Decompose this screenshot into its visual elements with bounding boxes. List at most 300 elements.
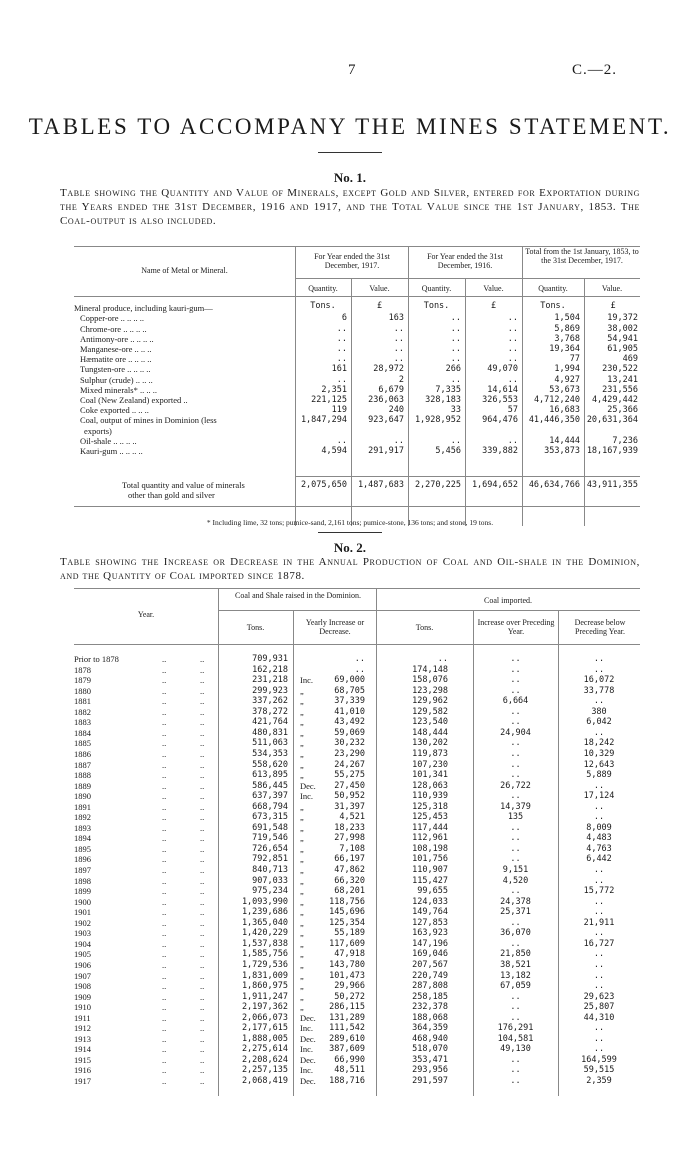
table-cell: 231,556 <box>602 384 638 395</box>
leader-dots: .. <box>162 949 167 960</box>
year-label: 1891 <box>74 801 91 812</box>
table-cell: .. <box>507 435 518 446</box>
coal-tons: 2,068,419 <box>241 1076 288 1086</box>
yearly-change: 125,354 <box>329 917 365 928</box>
imported-tons: 117,444 <box>412 822 448 833</box>
import-increase: 67,059 <box>500 981 531 992</box>
table-cell: 7,236 <box>612 435 638 446</box>
total-cell: 2,270,225 <box>414 480 461 490</box>
coal-tons: 511,063 <box>252 738 288 749</box>
table-cell: 163 <box>388 313 404 324</box>
leader-dots: .. <box>162 1054 167 1065</box>
leader-dots: .. <box>200 812 205 823</box>
leader-dots: .. <box>162 1023 167 1034</box>
mineral-name: exports) <box>84 425 112 436</box>
coal-tons: 586,445 <box>252 780 288 791</box>
leader-dots: .. <box>200 917 205 928</box>
yearly-change: 101,473 <box>329 970 365 981</box>
yearly-change: 118,756 <box>329 896 365 907</box>
yearly-change: 68,201 <box>334 886 365 897</box>
leader-dots: .. <box>162 748 167 759</box>
table-2-number: No. 2. <box>333 540 367 555</box>
year-label: 1911 <box>74 1012 91 1023</box>
coal-tons: 337,262 <box>252 696 288 707</box>
table-cell: 353,873 <box>544 446 580 456</box>
yearly-change: 66,990 <box>334 1054 365 1065</box>
year-label: 1883 <box>74 717 91 728</box>
yearly-change: 7,108 <box>339 843 365 854</box>
year-label: 1896 <box>74 854 91 865</box>
leader-dots: .. <box>200 748 205 759</box>
leader-dots: .. <box>200 833 205 844</box>
coal-tons: 1,729,536 <box>241 959 288 970</box>
table-cell: 6 <box>341 313 347 324</box>
import-increase: 21,850 <box>500 949 531 960</box>
change-type: Dec. <box>300 1054 316 1065</box>
imported-tons: 123,298 <box>412 685 448 696</box>
import-decrease: .. <box>593 865 605 875</box>
import-increase: .. <box>510 654 521 664</box>
change-type: „ <box>300 854 304 865</box>
import-increase: .. <box>510 675 521 686</box>
leader-dots: .. <box>162 981 167 992</box>
year-label: 1892 <box>74 812 91 823</box>
paper-reference: C.—2. <box>572 62 618 78</box>
import-decrease: .. <box>593 949 605 960</box>
table-cell: 161 <box>331 364 347 375</box>
mineral-name: Copper-ore .. .. .. .. <box>80 313 145 324</box>
import-increase: .. <box>510 685 521 696</box>
yearly-change: 50,272 <box>334 991 365 1002</box>
table-cell: 4,712,240 <box>533 395 580 405</box>
table-cell: .. <box>507 313 518 324</box>
import-increase: .. <box>510 770 521 781</box>
imported-tons: 364,359 <box>412 1023 448 1034</box>
year-label: 1901 <box>74 907 91 918</box>
change-type: „ <box>300 970 304 981</box>
table-cell: .. <box>336 344 347 354</box>
yearly-change: 30,232 <box>334 738 365 749</box>
mineral-name: Mineral produce, including kauri-gum— <box>74 303 213 314</box>
yearly-change: 111,542 <box>329 1023 365 1034</box>
imported-tons: 101,756 <box>412 854 448 865</box>
leader-dots: .. <box>162 991 167 1002</box>
yearly-change: 18,233 <box>334 822 365 833</box>
table-cell: .. <box>450 333 461 344</box>
year-label: 1887 <box>74 759 91 770</box>
table-cell: .. <box>450 313 461 324</box>
table-cell: 5,869 <box>554 323 580 334</box>
change-type: Dec. <box>300 1012 316 1023</box>
import-decrease: 8,009 <box>586 822 612 833</box>
year-label: 1899 <box>74 886 91 897</box>
imported-tons: 158,076 <box>412 675 448 686</box>
table-cell: .. <box>507 354 518 365</box>
import-decrease: 59,515 <box>583 1065 615 1076</box>
total-label: other than gold and silver <box>128 490 215 500</box>
import-decrease: 12,643 <box>583 759 615 770</box>
leader-dots: .. <box>162 1044 167 1055</box>
leader-dots: .. <box>200 991 205 1002</box>
table-cell: 1,928,952 <box>414 415 461 426</box>
import-increase: .. <box>510 1065 521 1076</box>
table-cell: 41,446,350 <box>528 415 580 426</box>
imported-tons: 124,033 <box>412 896 448 907</box>
header-decrease: Decrease below Preceding Year. <box>574 618 626 636</box>
change-type: „ <box>300 801 304 812</box>
leader-dots: .. <box>162 822 167 833</box>
coal-tons: 421,764 <box>252 717 288 728</box>
leader-dots: .. <box>200 865 205 875</box>
leader-dots: .. <box>200 791 205 802</box>
leader-dots: .. <box>162 1002 167 1013</box>
coal-tons: 2,275,614 <box>241 1044 288 1055</box>
table-cell: .. <box>450 354 461 365</box>
mineral-name: Antimony-ore .. .. .. .. <box>80 333 154 344</box>
total-cell: 1,694,652 <box>471 480 518 490</box>
import-increase: .. <box>510 843 521 854</box>
table-cell: 14,614 <box>487 384 518 395</box>
imported-tons: 127,853 <box>412 917 448 928</box>
table-cell: .. <box>450 374 461 385</box>
coal-tons: 840,713 <box>252 865 288 875</box>
table-cell: .. <box>507 344 518 354</box>
table-cell: 1,504 <box>554 313 580 324</box>
year-label: 1885 <box>74 738 91 749</box>
change-type: „ <box>300 717 304 728</box>
import-increase: 36,070 <box>500 928 531 939</box>
import-decrease: .. <box>593 907 605 918</box>
change-type: „ <box>300 685 304 696</box>
header-1917: For Year ended the 31st December, 1917. <box>314 252 390 270</box>
leader-dots: .. <box>200 959 205 970</box>
change-type: „ <box>300 896 304 907</box>
import-increase: 13,182 <box>500 970 531 981</box>
year-label: 1886 <box>74 748 91 759</box>
year-label: 1894 <box>74 833 91 844</box>
year-label: 1906 <box>74 959 91 970</box>
import-increase: 9,151 <box>502 865 529 875</box>
table-cell: 16,683 <box>549 405 580 416</box>
imported-tons: .. <box>437 654 448 664</box>
header-quantity: Quantity. <box>308 284 338 293</box>
year-label: 1898 <box>74 875 91 886</box>
table-2 <box>74 588 640 1096</box>
mineral-name: Sulphur (crude) .. .. .. <box>80 374 153 385</box>
coal-tons: 709,931 <box>252 654 288 664</box>
import-increase: .. <box>510 717 521 728</box>
table-cell: .. <box>507 333 518 344</box>
table-cell: .. <box>393 354 404 365</box>
import-decrease: 380 <box>591 706 607 717</box>
change-type: „ <box>300 917 304 928</box>
import-decrease: .. <box>593 1023 605 1034</box>
yearly-change: 55,275 <box>334 770 365 781</box>
coal-tons: 2,208,624 <box>241 1054 288 1065</box>
year-label: 1904 <box>74 938 91 949</box>
import-decrease: 4,483 <box>586 833 612 844</box>
yearly-change: 27,450 <box>334 780 365 791</box>
coal-tons: 637,397 <box>252 791 288 802</box>
table-cell: .. <box>507 323 518 334</box>
year-label: 1915 <box>74 1054 91 1065</box>
year-label: 1897 <box>74 865 91 875</box>
header-value: Value. <box>601 284 623 293</box>
leader-dots: .. <box>200 727 205 738</box>
imported-tons: 287,808 <box>412 981 448 992</box>
leader-dots: .. <box>200 949 205 960</box>
table-cell: 28,972 <box>373 364 404 375</box>
yearly-change: 55,189 <box>334 928 365 939</box>
table-cell: .. <box>450 323 461 334</box>
import-increase: .. <box>510 1076 521 1086</box>
leader-dots: .. <box>162 1012 167 1023</box>
change-type: „ <box>300 938 304 949</box>
import-decrease: .. <box>593 664 605 675</box>
leader-dots: .. <box>162 1033 167 1044</box>
leader-dots: .. <box>162 843 167 854</box>
coal-tons: 1,831,009 <box>241 970 288 981</box>
yearly-change: 117,609 <box>329 938 365 949</box>
leader-dots: .. <box>162 1065 167 1076</box>
yearly-change: 68,705 <box>334 685 365 696</box>
leader-dots: .. <box>200 1076 205 1086</box>
year-label: 1900 <box>74 896 91 907</box>
leader-dots: .. <box>162 675 167 686</box>
leader-dots: .. <box>200 907 205 918</box>
table-cell: 19,372 <box>607 313 638 324</box>
yearly-change: 145,696 <box>329 907 365 918</box>
import-decrease: 4,763 <box>586 843 612 854</box>
table-cell: 13,241 <box>607 374 638 385</box>
import-decrease: 16,072 <box>583 675 615 686</box>
year-label: 1902 <box>74 917 91 928</box>
import-decrease: .. <box>593 896 605 907</box>
import-decrease: 10,329 <box>583 748 615 759</box>
year-label: 1888 <box>74 770 91 781</box>
change-type: Inc. <box>300 1065 313 1076</box>
table-cell: 230,522 <box>602 364 638 375</box>
import-increase: 25,371 <box>500 907 531 918</box>
header-tons-imported: Tons. <box>415 623 434 632</box>
import-decrease: 44,310 <box>583 1012 615 1023</box>
table-cell: .. <box>393 333 404 344</box>
import-increase: .. <box>510 886 521 897</box>
leader-dots: .. <box>162 896 167 907</box>
coal-tons: 1,365,040 <box>241 917 288 928</box>
imported-tons: 163,923 <box>412 928 448 939</box>
table-cell: 266 <box>445 364 461 375</box>
change-type: „ <box>300 759 304 770</box>
table-cell: .. <box>393 323 404 334</box>
mineral-name: Coke exported .. .. .. <box>80 405 149 416</box>
header-increase: Increase over Preceding Year. <box>477 618 555 636</box>
year-label: 1884 <box>74 727 91 738</box>
table-cell: 2 <box>398 374 404 385</box>
table-cell: 326,553 <box>482 395 518 405</box>
leader-dots: .. <box>162 938 167 949</box>
import-decrease: .. <box>593 1033 605 1044</box>
change-type: „ <box>300 822 304 833</box>
unit-label: £ <box>610 301 616 311</box>
total-cell: 46,634,766 <box>528 480 580 490</box>
yearly-change: 47,862 <box>334 865 365 875</box>
imported-tons: 188,068 <box>412 1012 448 1023</box>
header-coal-raised: Coal and Shale raised in the Dominion. <box>235 591 361 600</box>
coal-tons: 231,218 <box>252 675 288 686</box>
mineral-name: Coal, output of mines in Dominion (less <box>80 415 217 426</box>
total-label: Total quantity and value of minerals <box>122 480 245 490</box>
imported-tons: 232,378 <box>412 1002 448 1013</box>
change-type: Dec. <box>300 780 316 791</box>
leader-dots: .. <box>162 791 167 802</box>
change-type: „ <box>300 748 304 759</box>
change-type: „ <box>300 696 304 707</box>
leader-dots: .. <box>200 843 205 854</box>
import-increase: .. <box>510 791 521 802</box>
imported-tons: 149,764 <box>412 907 448 918</box>
leader-dots: .. <box>162 685 167 696</box>
change-type: „ <box>300 1002 304 1013</box>
table-cell: 1,847,294 <box>300 415 347 426</box>
mineral-name: Coal (New Zealand) exported .. <box>80 395 188 405</box>
leader-dots: .. <box>162 854 167 865</box>
table-cell: 25,366 <box>607 405 638 416</box>
mineral-name: Kauri-gum .. .. .. .. <box>80 446 143 456</box>
import-decrease: .. <box>593 959 605 970</box>
import-decrease: 18,242 <box>583 738 615 749</box>
change-type: Dec. <box>300 1033 316 1044</box>
import-increase: 49,130 <box>500 1044 531 1055</box>
coal-tons: 1,860,975 <box>241 981 288 992</box>
leader-dots: .. <box>162 886 167 897</box>
leader-dots: .. <box>200 696 205 707</box>
leader-dots: .. <box>162 917 167 928</box>
imported-tons: 518,070 <box>412 1044 448 1055</box>
table-cell: .. <box>507 374 518 385</box>
import-increase: 135 <box>507 812 524 823</box>
coal-tons: 673,315 <box>252 812 288 823</box>
yearly-change: 31,397 <box>334 801 365 812</box>
import-increase: 26,722 <box>500 780 531 791</box>
change-type: „ <box>300 907 304 918</box>
leader-dots: .. <box>200 970 205 981</box>
import-increase: .. <box>510 822 521 833</box>
imported-tons: 129,962 <box>412 696 448 707</box>
import-decrease: 17,124 <box>583 791 615 802</box>
table-cell: .. <box>450 435 461 446</box>
yearly-change: 37,339 <box>334 696 365 707</box>
table-cell: 240 <box>388 405 404 416</box>
yearly-change: 188,716 <box>329 1076 365 1086</box>
leader-dots: .. <box>200 886 205 897</box>
leader-dots: .. <box>200 780 205 791</box>
coal-tons: 2,257,135 <box>241 1065 288 1076</box>
year-label: 1905 <box>74 949 91 960</box>
table-1 <box>74 246 640 526</box>
coal-tons: 1,585,756 <box>241 949 288 960</box>
leader-dots: .. <box>200 706 205 717</box>
total-cell: 43,911,355 <box>586 480 638 490</box>
year-label: 1889 <box>74 780 91 791</box>
change-type: „ <box>300 928 304 939</box>
table-cell: .. <box>336 354 347 365</box>
import-decrease: 21,911 <box>583 917 615 928</box>
leader-dots: .. <box>200 896 205 907</box>
coal-tons: 719,546 <box>252 833 288 844</box>
header-tons: Tons. <box>246 623 265 632</box>
header-coal-imported: Coal imported. <box>484 596 532 605</box>
change-type: „ <box>300 770 304 781</box>
change-type: Inc. <box>300 1023 313 1034</box>
leader-dots: .. <box>200 717 205 728</box>
coal-tons: 668,794 <box>252 801 288 812</box>
leader-dots: .. <box>200 1065 205 1076</box>
yearly-change: 4,521 <box>339 812 365 823</box>
leader-dots: .. <box>162 907 167 918</box>
coal-tons: 480,831 <box>252 727 288 738</box>
change-type: „ <box>300 886 304 897</box>
leader-dots: .. <box>162 780 167 791</box>
table-cell: 964,476 <box>482 415 518 426</box>
table-1-total-row <box>74 480 640 492</box>
leader-dots: .. <box>162 706 167 717</box>
coal-tons: 1,911,247 <box>241 991 288 1002</box>
imported-tons: 148,444 <box>412 727 448 738</box>
coal-tons: 299,923 <box>252 685 288 696</box>
yearly-change: 29,966 <box>334 981 365 992</box>
leader-dots: .. <box>200 854 205 865</box>
leader-dots: .. <box>162 738 167 749</box>
change-type: „ <box>300 843 304 854</box>
year-label: 1908 <box>74 981 91 992</box>
header-total: Total from the 1st January, 1853, to the 31st December, 1917. <box>525 247 639 265</box>
table-cell: 54,941 <box>607 333 638 344</box>
imported-tons: 115,427 <box>412 875 448 886</box>
leader-dots: .. <box>200 822 205 833</box>
mineral-name: Manganese-ore .. .. .. <box>80 344 152 354</box>
import-increase: .. <box>510 748 521 759</box>
yearly-change: 50,952 <box>334 791 365 802</box>
yearly-change: 131,289 <box>329 1012 365 1023</box>
leader-dots: .. <box>200 654 205 664</box>
import-decrease: 6,042 <box>586 717 612 728</box>
yearly-change: 289,610 <box>329 1033 365 1044</box>
table-cell: .. <box>336 374 347 385</box>
leader-dots: .. <box>162 812 167 823</box>
leader-dots: .. <box>162 654 167 664</box>
import-decrease: .. <box>593 981 605 992</box>
mineral-name: Oil-shale .. .. .. .. <box>80 435 137 446</box>
year-label: 1890 <box>74 791 91 802</box>
table-cell: 6,679 <box>378 384 404 395</box>
year-label: 1916 <box>74 1065 91 1076</box>
change-type: „ <box>300 981 304 992</box>
imported-tons: 147,196 <box>412 938 448 949</box>
imported-tons: 207,567 <box>412 959 448 970</box>
table-cell: 49,070 <box>487 364 518 375</box>
change-type: „ <box>300 865 304 875</box>
import-increase: 6,664 <box>502 696 529 707</box>
import-decrease: 33,778 <box>583 685 615 696</box>
leader-dots: .. <box>162 833 167 844</box>
leader-dots: .. <box>200 1012 205 1023</box>
unit-label: Tons. <box>423 301 450 311</box>
coal-tons: 1,888,005 <box>241 1033 288 1044</box>
table-1-total-rule <box>295 476 640 477</box>
header-value: Value. <box>369 284 390 293</box>
coal-tons: 1,093,990 <box>241 896 288 907</box>
